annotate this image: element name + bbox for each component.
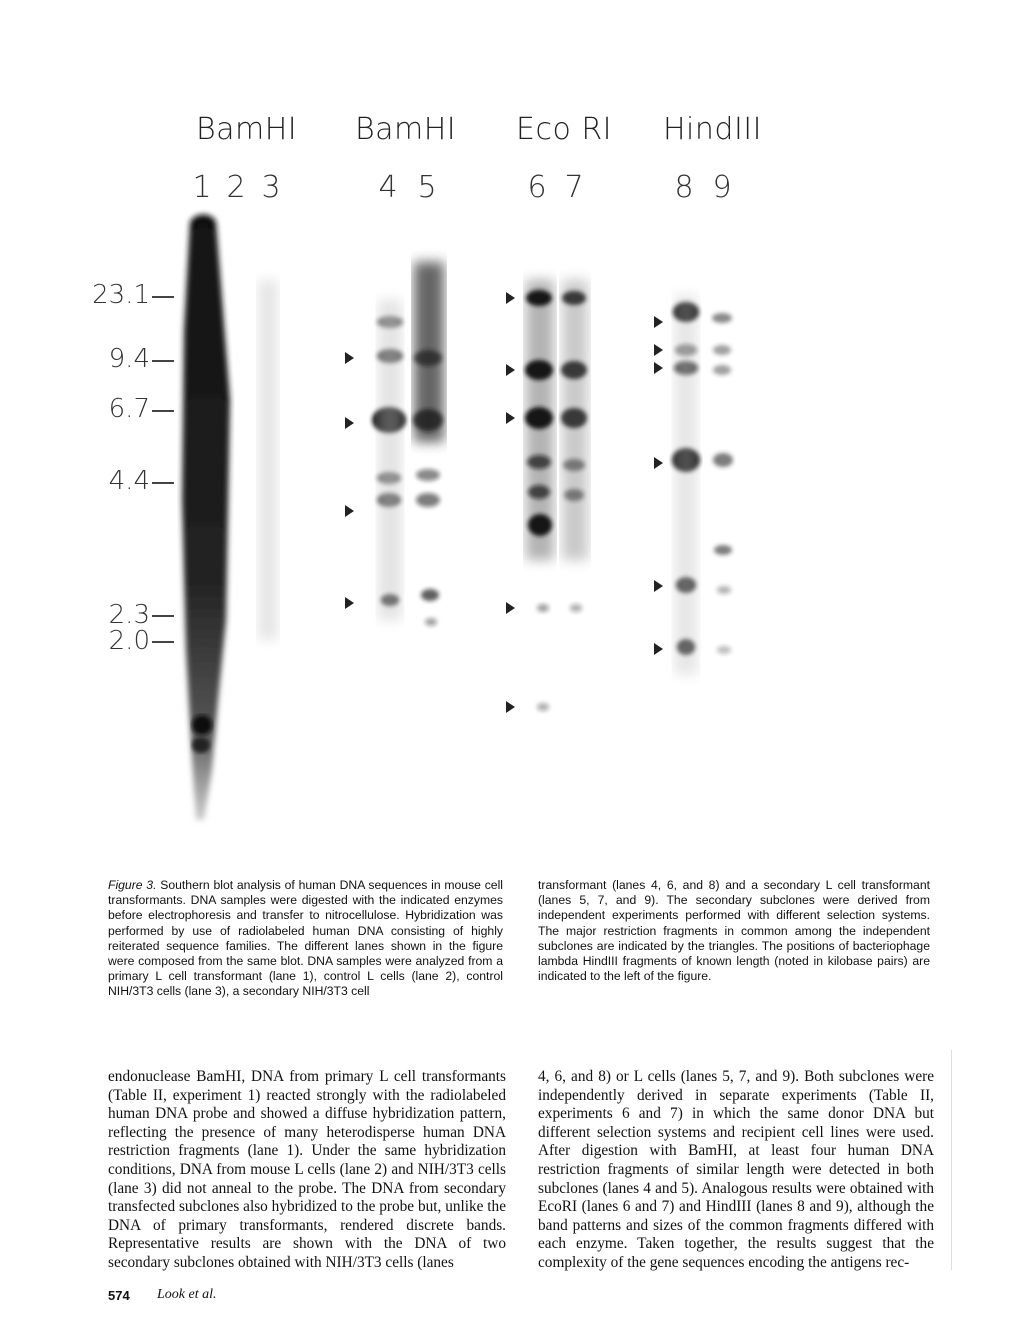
- size-marker-label: 23.1: [92, 280, 150, 310]
- size-marker-label: 2.0: [108, 626, 150, 656]
- enzyme-label-hindiii: HindIII: [663, 112, 762, 147]
- figure-label: Figure 3.: [108, 878, 157, 892]
- lane-number: 4: [378, 170, 398, 205]
- caption-text-col2: transformant (lanes 4, 6, and 8) and a secondary L cell transformant (lanes 5, 7, and 9). The secondary subclones were derived from independent experiments performed with different selection systems. The major restriction fragments in common among the independent subclones are indicated by the triangles. The positions of bacteriophage lambda HindIII fragments of known length (noted in kilobase pairs) are indicated to the left of the figure.: [538, 878, 930, 984]
- triangle-marker: [654, 362, 663, 374]
- column-divider: [951, 1050, 952, 1270]
- caption-text-col1: Southern blot analysis of human DNA sequences in mouse cell transformants. DNA samples were digested with the indicated enzymes before electrophoresis and transfer to nitrocellulose. Hybridization was performed by use of radiolabeled human DNA consisting of highly reiterated sequence families. The different lanes shown in the figure were composed from the same blot. DNA samples were analyzed from a primary L cell transformant (lane 1), control L cells (lane 2), control NIH/3T3 cells (lane 3), a secondary NIH/3T3 cell: [108, 878, 503, 999]
- size-marker-label: 9.4: [108, 344, 150, 374]
- lane-number: 3: [261, 170, 281, 205]
- enzyme-label-bamhi-2: BamHI: [355, 112, 457, 147]
- triangle-marker: [506, 602, 515, 614]
- enzyme-label-bamhi-1: BamHI: [196, 112, 298, 147]
- lane-number: 1: [192, 170, 212, 205]
- triangle-marker: [654, 643, 663, 655]
- triangle-marker: [654, 457, 663, 469]
- triangle-marker: [345, 417, 354, 429]
- figure-caption-col1: [108, 878, 503, 1000]
- triangle-marker: [654, 344, 663, 356]
- page-number: 574: [108, 1288, 130, 1303]
- size-marker-label: 2.3: [108, 600, 150, 630]
- lane-number: 7: [564, 170, 584, 205]
- lane-number: 5: [417, 170, 437, 205]
- triangle-marker: [506, 364, 515, 376]
- triangle-marker: [345, 505, 354, 517]
- triangle-marker: [345, 597, 354, 609]
- triangle-marker: [506, 701, 515, 713]
- size-marker-label: 4.4: [108, 466, 150, 496]
- triangle-marker: [654, 316, 663, 328]
- lane-number: 9: [712, 170, 732, 205]
- lane-number: 2: [226, 170, 246, 205]
- triangle-marker: [506, 292, 515, 304]
- triangle-marker: [506, 412, 515, 424]
- triangle-marker: [345, 352, 354, 364]
- size-marker-label: 6.7: [108, 394, 150, 424]
- triangle-marker: [654, 580, 663, 592]
- lane-number: 6: [527, 170, 547, 205]
- figure-caption-col2: [538, 878, 930, 984]
- running-authors: Look et al.: [157, 1287, 217, 1302]
- lane-number: 8: [674, 170, 694, 205]
- body-text-col2: 4, 6, and 8) or L cells (lanes 5, 7, and 9). Both subclones were independently derived in separate experiments (Table II, experiments 6 and 7) in which the same donor DNA but different selection systems and recipient cell lines were used. After digestion with BamHI, at least four human DNA restriction fragments of similar length were detected in both subclones (lanes 4 and 5). Analogous results were obtained with EcoRI (lanes 6 and 7) and HindIII (lanes 8 and 9), although the band patterns and sizes of the common fragments differed with each enzyme. Taken together, the results suggest that the complexity of the gene sequences encoding the antigens rec-: [538, 1068, 934, 1271]
- body-text-col1: endonuclease BamHI, DNA from primary L cell transformants (Table II, experiment 1) reacted strongly with the radiolabeled human DNA probe and showed a diffuse hybridization pattern, reflecting the presence of many heterodisperse human DNA restriction fragments (lane 1). Under the same hybridization conditions, DNA from mouse L cells (lane 2) and NIH/3T3 cells (lane 3) did not anneal to the probe. The DNA from secondary transfected subclones also hybridized to the probe but, unlike the DNA of primary transformants, rendered discrete bands. Representative results are shown with the DNA of two secondary subclones obtained with NIH/3T3 cells (lanes: [108, 1068, 506, 1271]
- enzyme-label-ecori: Eco RI: [516, 112, 613, 147]
